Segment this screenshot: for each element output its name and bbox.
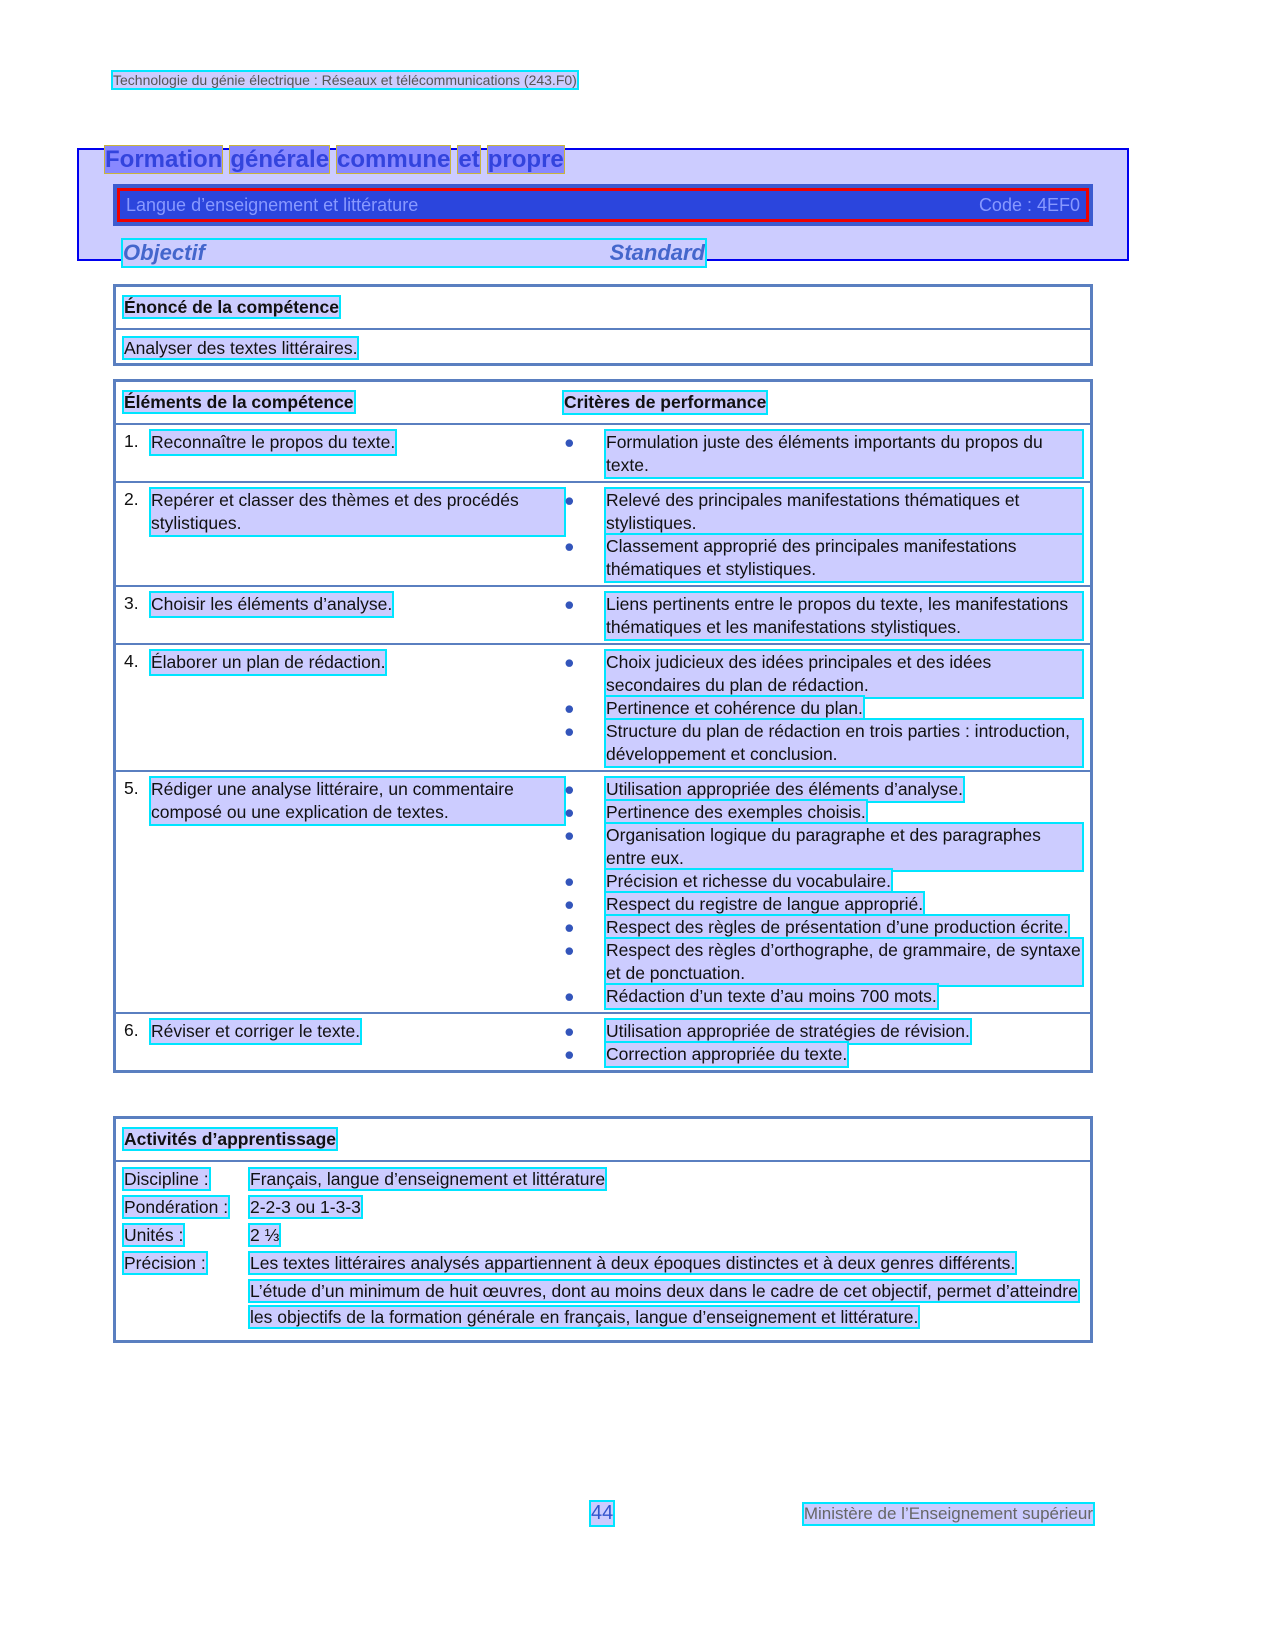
- criterion: [564, 1043, 1082, 1066]
- criterion: [564, 593, 1082, 639]
- criterion-text: Respect du registre de langue approprié.: [606, 894, 924, 914]
- criterion-text: Utilisation appropriée de stratégies de révision.: [606, 1021, 970, 1041]
- bullet-icon: ●: [564, 536, 575, 556]
- criterion: [564, 720, 1082, 766]
- enonce-box: [113, 284, 1093, 366]
- competence-row: [116, 481, 1090, 585]
- course-code: Code : 4EF0: [978, 194, 1080, 215]
- bullet-icon: ●: [564, 825, 575, 845]
- criterion-text: Relevé des principales manifestations thématiques et stylistiques.: [606, 489, 1082, 535]
- element-number: 5.: [124, 778, 139, 798]
- activities-box: [113, 1116, 1093, 1343]
- criterion: [564, 939, 1082, 985]
- criterion: [564, 985, 1082, 1008]
- objective-standard-header: [123, 240, 705, 266]
- element-number: 3.: [124, 593, 139, 613]
- activity-item: [116, 1222, 1090, 1250]
- running-header: Technologie du génie électrique : Réseaux et télécommunications (243.F0): [113, 72, 577, 88]
- criterion: [564, 1020, 1082, 1043]
- title-word: propre: [487, 146, 564, 173]
- criterion: [564, 801, 1082, 824]
- criterion-text: Respect des règles d’orthographe, de grammaire, de syntaxe et de ponctuation.: [606, 940, 1081, 983]
- competence-row: [116, 643, 1090, 770]
- activity-key: Pondération :: [124, 1197, 229, 1217]
- criterion: [564, 535, 1082, 581]
- element-text: Choisir les éléments d’analyse.: [151, 594, 393, 614]
- criterion-text: Utilisation appropriée des éléments d’analyse.: [606, 779, 964, 799]
- criterion: [564, 778, 1082, 801]
- criterion: [564, 893, 1082, 916]
- criterion-text: Respect des règles de présentation d’une production écrite.: [606, 917, 1069, 937]
- bullet-icon: ●: [564, 1044, 575, 1064]
- element-text: Rédiger une analyse littéraire, un commentaire composé ou une explication de textes.: [151, 778, 564, 824]
- activity-value: L’étude d’un minimum de huit œuvres, dont au moins deux dans le cadre de cet objectif, permet d’atteindre les objectifs de la formation générale en français, langue d’enseignement et littérature.: [250, 1281, 1078, 1327]
- activity-value: 2 ⅓: [250, 1225, 280, 1245]
- title-word: commune: [337, 146, 451, 173]
- activities-heading: Activités d’apprentissage: [124, 1129, 337, 1149]
- element-text: Réviser et corriger le texte.: [151, 1021, 361, 1041]
- criterion-text: Formulation juste des éléments importants du propos du texte.: [606, 431, 1082, 477]
- bullet-icon: ●: [564, 986, 575, 1006]
- criterion-text: Précision et richesse du vocabulaire.: [606, 871, 892, 891]
- competence-row: [116, 770, 1090, 1012]
- activity-item: [116, 1166, 1090, 1194]
- bullet-icon: ●: [564, 594, 575, 614]
- bullet-icon: ●: [564, 490, 575, 510]
- criterion-text: Choix judicieux des idées principales et des idées secondaires du plan de rédaction.: [606, 651, 1082, 697]
- criterion-text: Structure du plan de rédaction en trois parties : introduction, développement et conclusion.: [606, 720, 1082, 766]
- bullet-icon: ●: [564, 698, 575, 718]
- ministry-label: Ministère de l’Enseignement supérieur: [803, 1504, 1093, 1523]
- competence-row: [116, 585, 1090, 643]
- competence-row: [116, 425, 1090, 481]
- criterion-text: Pertinence et cohérence du plan.: [606, 698, 863, 718]
- bullet-icon: ●: [564, 779, 575, 799]
- element-number: 6.: [124, 1020, 139, 1040]
- activity-value: 2-2-3 ou 1-3-3: [250, 1197, 361, 1217]
- bullet-icon: ●: [564, 652, 575, 672]
- enonce-heading: Énoncé de la compétence: [124, 297, 339, 317]
- title-word: Formation: [105, 146, 223, 173]
- element-number: 1.: [124, 431, 139, 451]
- element-number: 4.: [124, 651, 139, 671]
- elements-table: [113, 379, 1093, 1073]
- activity-key: Unités :: [124, 1225, 184, 1245]
- activity-item: [116, 1250, 1090, 1332]
- activity-key: Discipline :: [124, 1169, 209, 1189]
- criterion: [564, 697, 1082, 720]
- criterion: [564, 916, 1082, 939]
- criterion-text: Pertinence des exemples choisis.: [606, 802, 866, 822]
- activity-item: [116, 1194, 1090, 1222]
- bullet-icon: ●: [564, 940, 575, 960]
- course-bar: [113, 184, 1093, 226]
- element-text: Reconnaître le propos du texte.: [151, 432, 396, 452]
- criterion: [564, 651, 1082, 697]
- criterion-text: Correction appropriée du texte.: [606, 1044, 848, 1064]
- standard-label: Standard: [609, 240, 705, 265]
- bullet-icon: ●: [564, 432, 575, 452]
- bullet-icon: ●: [564, 802, 575, 822]
- page-number: 44: [591, 1502, 614, 1524]
- enonce-text: Analyser des textes littéraires.: [124, 338, 358, 358]
- bullet-icon: ●: [564, 894, 575, 914]
- course-name: Langue d’enseignement et littérature: [126, 194, 419, 215]
- footer: [591, 1502, 1093, 1525]
- criterion-text: Rédaction d’un texte d’au moins 700 mots.: [606, 986, 937, 1006]
- title-word: générale: [230, 146, 330, 173]
- bullet-icon: ●: [564, 721, 575, 741]
- criterion-text: Organisation logique du paragraphe et des paragraphes entre eux.: [606, 824, 1082, 870]
- activity-key: Précision :: [124, 1253, 206, 1273]
- criteria-heading: Critères de performance: [564, 392, 767, 412]
- elements-heading: Éléments de la compétence: [124, 392, 354, 412]
- criterion-text: Liens pertinents entre le propos du texte, les manifestations thématiques et les manifestations stylistiques.: [606, 593, 1082, 639]
- activity-value: Français, langue d’enseignement et littérature: [250, 1169, 606, 1189]
- bullet-icon: ●: [564, 1021, 575, 1041]
- objective-label: Objectif: [123, 240, 205, 265]
- activity-value: Les textes littéraires analysés appartiennent à deux époques distinctes et à deux genres différents.: [250, 1253, 1016, 1273]
- competence-row: [116, 1012, 1090, 1070]
- criterion-text: Classement approprié des principales manifestations thématiques et stylistiques.: [606, 535, 1082, 581]
- criterion: [564, 431, 1082, 477]
- criterion: [564, 489, 1082, 535]
- element-text: Repérer et classer des thèmes et des procédés stylistiques.: [151, 489, 564, 535]
- criterion: [564, 870, 1082, 893]
- element-text: Élaborer un plan de rédaction.: [151, 652, 386, 672]
- bullet-icon: ●: [564, 871, 575, 891]
- criterion: [564, 824, 1082, 870]
- title-word: et: [458, 146, 480, 173]
- bullet-icon: ●: [564, 917, 575, 937]
- section-title: [105, 146, 572, 174]
- element-number: 2.: [124, 489, 139, 509]
